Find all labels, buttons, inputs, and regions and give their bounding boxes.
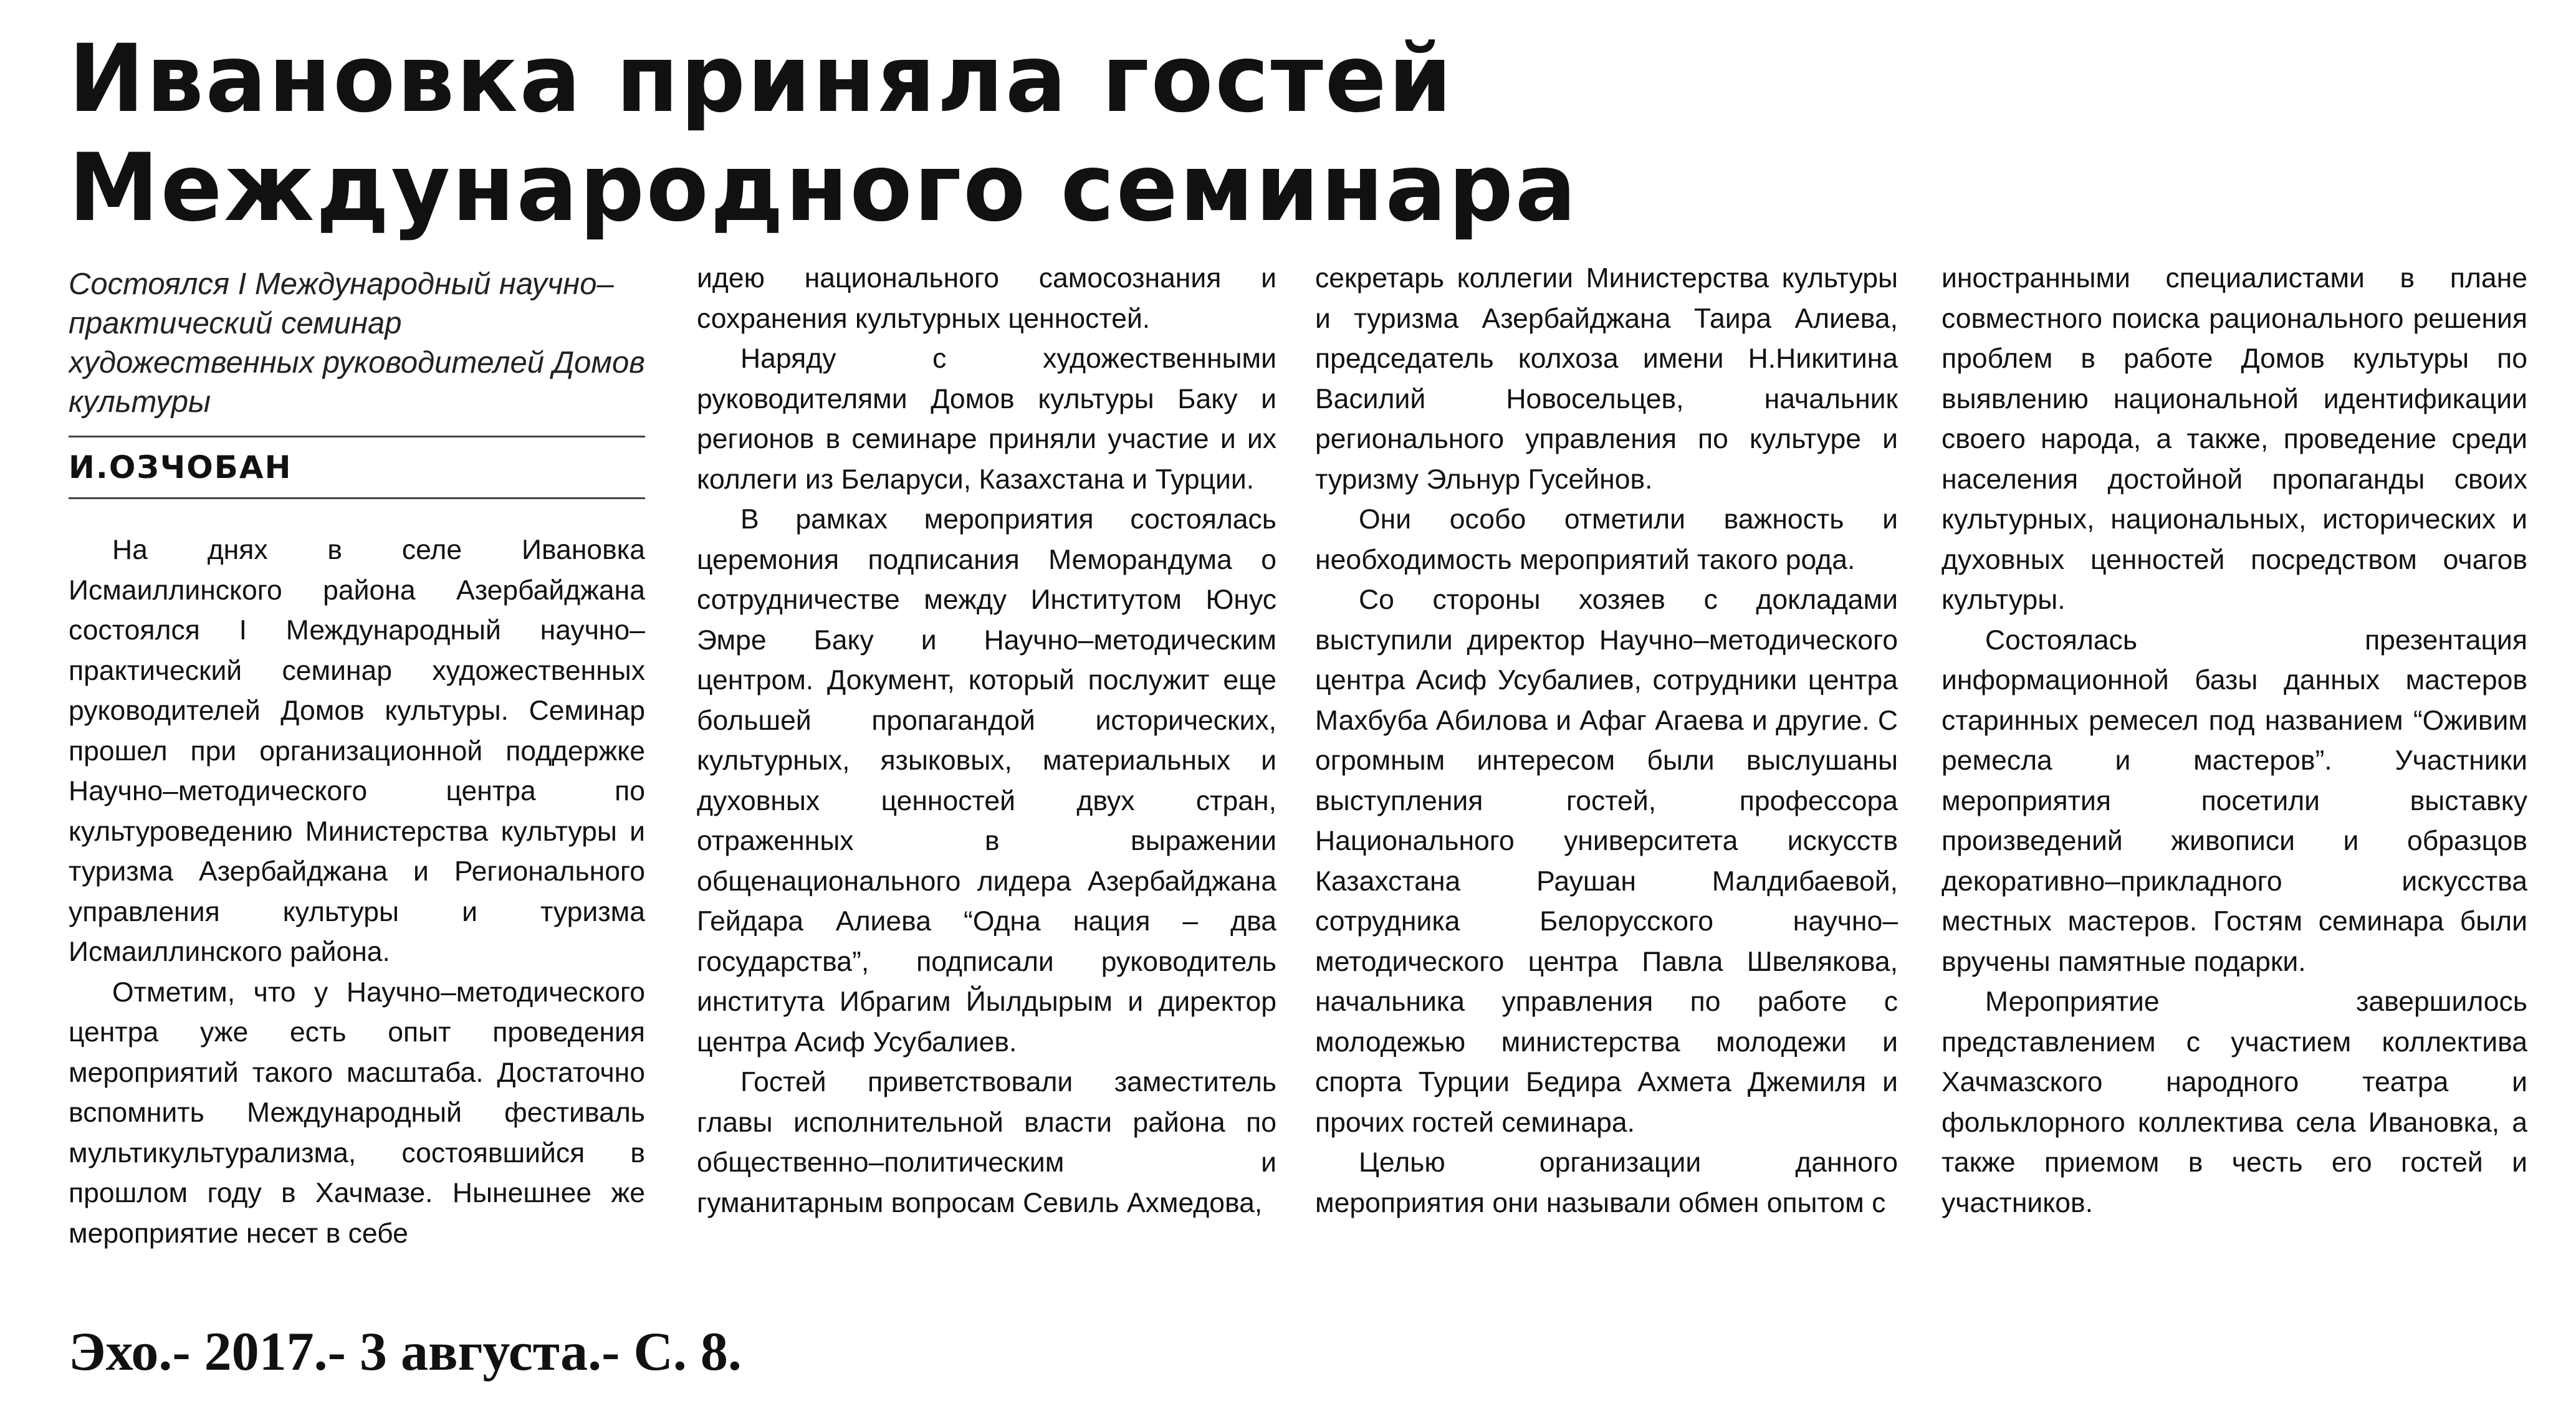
paragraph: На днях в селе Ивановка Исмаиллинского района Азербайджана состоялся I Международный научно–практический семинар художественных руководителей Домов культуры. Семинар прошел при организационной поддержке Научно–методического центра по культуроведению Министерства культуры и туризма Азербайджана и Регионального управления культуры и туризма Исмаиллинского района.: [69, 535, 645, 967]
paragraph: Мероприятие завершилось представлением с участием коллектива Хачмазского народного театра и фольклорного коллектива села Ивановка, а также приемом в честь его гостей и участников.: [1942, 986, 2527, 1218]
paragraph: Гостей приветствовали заместитель главы исполнительной власти района по общественно–политическим и гуманитарным вопросам Севиль Ахмедова,: [697, 1067, 1276, 1218]
paragraph: В рамках мероприятия состоялась церемония подписания Меморандума о сотрудничестве между Институтом Юнус Эмре Баку и Научно–методическим центром. Документ, который послужит еще большей пропагандой исторических, культурных, языковых, материальных и духовных ценностей двух стран, отраженных в выражении общенационального лидера Азербайджана Гейдара Алиева “Одна нация – два государства”, подписали руководитель института Ибрагим Йылдырым и директор центра Асиф Усубалиев.: [697, 504, 1276, 1058]
paragraph: Отметим, что у Научно–методического центра уже есть опыт проведения мероприятий такого масштаба. Достаточно вспомнить Международный фестиваль мультикультурализма, состоявшийся в прошлом году в Хачмазе. Нынешнее же мероприятие несет в себе: [69, 977, 645, 1249]
paragraph: Со стороны хозяев с докладами выступили директор Научно–методического центра Асиф Усубалиев, сотрудники центра Махбуба Абилова и Афаг Агаева и другие. С огромным интересом были выслушаны выступления гостей, профессора Национального университета искусств Казахстана Раушан Малдибаевой, сотрудника Белорусского научно–методического центра Павла Швелякова, начальника управления по работе с молодежью министерства молодежи и спорта Турции Бедира Ахмета Джемиля и прочих гостей семинара.: [1315, 585, 1898, 1138]
column-4: [1942, 259, 2527, 1287]
headline: [69, 25, 2426, 243]
paragraph: иностранными специалистами в плане совместного поиска рационального решения проблем в работе Домов культуры по выявлению национальной идентификации своего народа, а также, проведение среди населения достойной пропаганды своих культурных, национальных, исторических и духовных ценностей посредством очагов культуры.: [1942, 263, 2527, 615]
divider: [69, 497, 645, 499]
paragraph: Они особо отметили важность и необходимость мероприятий такого рода.: [1315, 504, 1898, 575]
lead-text: Состоялся I Международный научно–практический семинар художественных руководителей Домов культуры: [69, 267, 645, 419]
paragraph: секретарь коллегии Министерства культуры и туризма Азербайджана Таира Алиева, председатель колхоза имени Н.Никитина Василий Новосельцев, начальник регионального управления по культуре и туризму Эльнур Гусейнов.: [1315, 263, 1898, 495]
divider: [69, 436, 645, 437]
headline-line-2: Международного семинара: [69, 134, 1578, 242]
column-1: [69, 265, 645, 1293]
headline-line-1: Ивановка приняла гостей: [69, 25, 1454, 133]
author-byline: И.ОЗЧОБАН: [69, 449, 292, 485]
paragraph: Состоялась презентация информационной базы данных мастеров старинных ремесел под названием “Оживим ремесла и мастеров”. Участники мероприятия посетили выставку произведений живописи и образцов декоративно–прикладного искусства местных мастеров. Гостям семинара были вручены памятные подарки.: [1942, 624, 2527, 977]
paragraph: Целью организации данного мероприятия они называли обмен опытом с: [1315, 1147, 1898, 1218]
column-2: [697, 259, 1276, 1287]
paragraph: идею национального самосознания и сохранения культурных ценностей.: [697, 263, 1276, 334]
paragraph: Наряду с художественными руководителями Домов культуры Баку и регионов в семинаре приняли участие и их коллеги из Беларуси, Казахстана и Турции.: [697, 343, 1276, 495]
column-3: [1315, 259, 1898, 1287]
source-citation: Эхо.- 2017.- 3 августа.- С. 8.: [69, 1322, 742, 1382]
